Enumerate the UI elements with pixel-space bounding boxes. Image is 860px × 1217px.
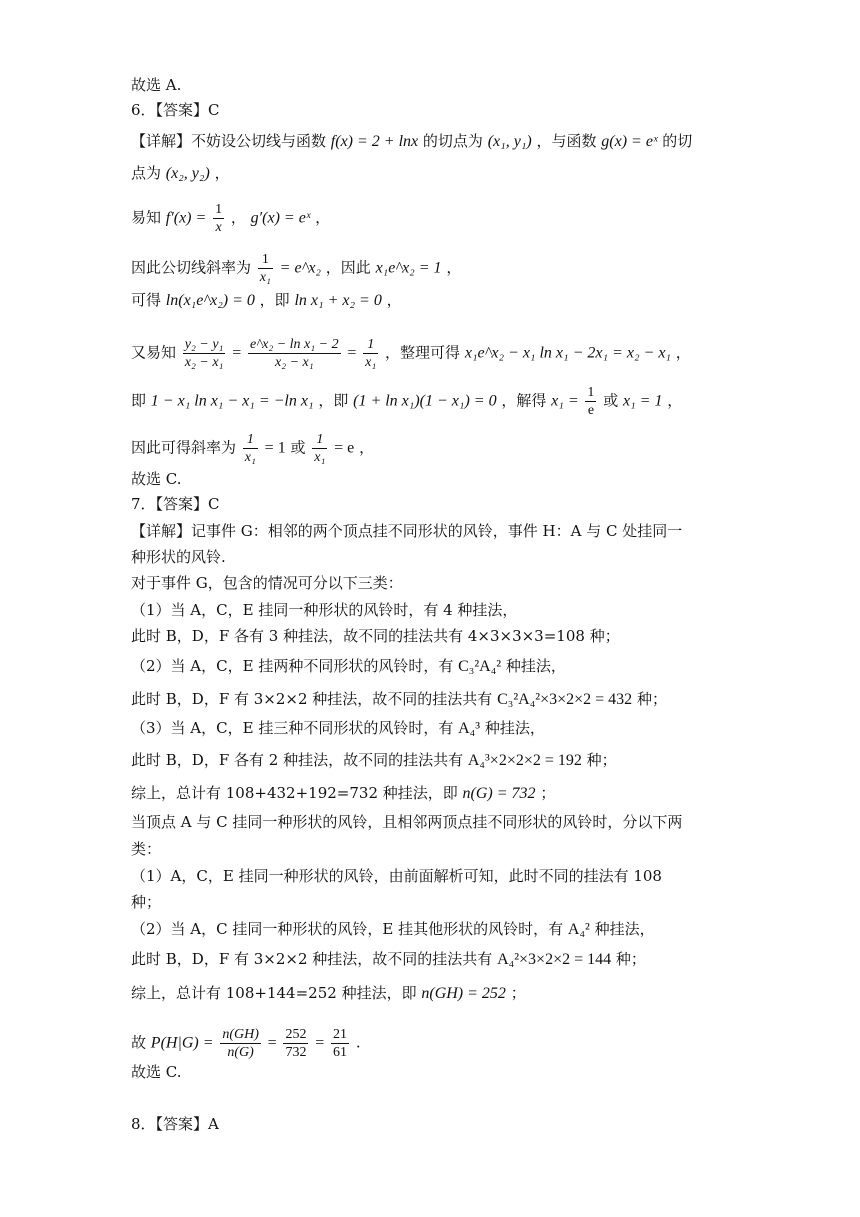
text-line: 当顶点 A 与 C 挂同一种形状的风铃，且相邻两顶点挂不同形状的风铃时，分以下两 [131,813,683,831]
fraction [243,431,258,466]
text: ， [214,164,230,182]
denominator: 61 [333,1045,348,1060]
text-line: 故选 C. [131,1063,182,1081]
math-expression: (x₁, y₁) [487,133,532,150]
text: 此时 B，D，F 有 3×2×2 种挂法，故不同的挂法共有 [131,690,493,708]
answer-heading-6: 6．【答案】C [131,101,220,119]
math-expression: A₄³ [458,720,481,737]
text-line [131,1026,361,1061]
text: 可得 [131,291,162,309]
numerator: e^x₂ − ln x₁ − 2 [250,337,339,352]
fraction [220,1026,261,1061]
text: ，整理可得 [385,343,461,362]
fraction [312,431,327,466]
text: . [355,1033,361,1052]
equals: = [315,1034,325,1052]
fraction [258,251,273,286]
math-expression: ln(x₁e^x₂) = 0 [165,292,255,309]
text: ， [230,208,246,227]
math-expression: x₁ = 1 [623,392,663,410]
fraction [283,1026,308,1061]
text: ， [386,291,402,309]
text-line: 此时 B，D，F 各有 3 种挂法，故不同的挂法共有 4×3×3×3=108 种； [131,627,620,645]
math-expression: (1 + ln x₁)(1 − x₁) = 0 [353,392,497,410]
text-line: 故选 C. [131,470,182,488]
text: 此时 B，D，F 有 3×2×2 种挂法，故不同的挂法共有 [131,950,493,968]
fraction [585,384,596,419]
math-expression: A₄² [567,921,590,938]
denominator: x₂ − x₁ [274,355,314,370]
text: ，即 [259,291,290,309]
numerator: 1 [243,431,258,449]
text: 此时 B，D，F 各有 2 种挂法，故不同的挂法共有 [131,751,464,769]
denominator: n(G) [227,1045,254,1060]
answer-heading-7: 7．【答案】C [131,495,220,513]
math-expression: C₃²A₄² [458,658,502,675]
text-line [131,201,330,236]
math-expression: A₄³×2×2×2 = 192 [467,752,582,769]
numerator: 1 [258,251,273,269]
math-expression: ln x₁ + x₂ = 0 [294,292,382,309]
text-line [131,336,691,371]
math-expression: x₁e^x₂ = 1 [375,259,442,277]
text: 综上，总计有 108+432+192=732 种挂法，即 [131,784,458,802]
text-line [131,718,545,739]
math-expression: n(GH) = 252 [421,985,506,1002]
text: 点为 [131,164,162,182]
text-line [131,949,646,970]
text-line [131,919,655,940]
numerator: 252 [285,1027,307,1042]
text-line: （1）A，C，E 挂同一种形状的风铃，由前面解析可知，此时不同的挂法有 108 [131,867,662,885]
text: （2）当 A，C 挂同一种形状的风铃，E 挂其他形状的风铃时，有 [131,920,564,938]
text: 故 [131,1033,147,1052]
text: ，与函数 [536,132,597,150]
text: ，即 [318,391,349,410]
text-line [131,431,374,466]
text: ，解得 [501,391,547,410]
text: （3）当 A，C，E 挂三种不同形状的风铃时，有 [131,719,454,737]
math-expression: = 1 [264,439,286,457]
fraction [331,1026,349,1061]
denominator: x₂ − x₁ [184,355,224,370]
fraction [248,336,341,371]
text-line: 类： [131,840,162,858]
math-expression: f(x) = 2 + lnx [330,133,419,150]
text: 种挂法， [505,657,566,675]
text-line [131,689,667,710]
equals: = [232,344,242,362]
answer-heading-8: 8．【答案】A [131,1115,219,1133]
math-expression: 1 − x₁ ln x₁ − x₁ = −ln x₁ [150,392,314,410]
text: 种； [636,690,667,708]
text: 易知 [131,208,162,227]
numerator: 1 [363,336,378,354]
math-expression: x₁e^x₂ − x₁ ln x₁ − 2x₁ = x₂ − x₁ [464,344,671,362]
fraction [213,201,224,236]
text: 种挂法， [484,719,545,737]
text: ； [510,984,526,1002]
text: 或 [603,391,619,410]
text-line: 种； [131,893,162,911]
text: ， [315,208,331,227]
math-expression: g′(x) = eˣ [250,209,311,227]
equals: = [267,1034,277,1052]
text: ， [675,343,691,362]
math-expression: n(G) = 732 [462,785,536,802]
denominator: 732 [285,1045,307,1060]
math-expression: (x₂, y₂) [165,165,210,182]
denominator: x₁ [244,450,256,465]
text-line: 【详解】记事件 G：相邻的两个顶点挂不同形状的风铃，事件 H：A 与 C 处挂同一 [131,522,683,540]
equals: = [347,344,357,362]
text: 又易知 [131,343,177,362]
text: 种； [615,950,646,968]
math-expression: A₄²×3×2×2 = 144 [497,951,612,968]
text: 因此可得斜率为 [131,438,237,457]
math-expression: f′(x) = [165,209,207,227]
math-expression: C₃²A₄²×3×2×2 = 432 [497,691,633,708]
text: 种挂法， [594,920,655,938]
denominator: x₁ [365,355,377,370]
numerator: n(GH) [222,1027,259,1042]
text-line: 故选 A. [131,76,182,94]
denominator: x₁ [314,450,326,465]
fraction [363,336,378,371]
text: 因此公切线斜率为 [131,258,252,277]
denominator: x₁ [259,270,271,285]
text: 综上，总计有 108+144=252 种挂法，即 [131,984,417,1002]
text: 或 [290,438,306,457]
numerator: 1 [587,385,595,400]
text: ， [667,391,683,410]
fraction [183,336,226,371]
math-expression: = e [334,439,355,457]
text: （2）当 A，C，E 挂两种不同形状的风铃时，有 [131,657,454,675]
denominator: e [587,403,595,418]
text: 的切点为 [422,132,483,150]
text-line: 对于事件 G，包含的情况可分以下三类： [131,574,403,592]
math-expression: x₁ = [551,392,579,410]
text: 种； [586,751,617,769]
text: ， [359,438,375,457]
numerator: 21 [333,1027,348,1042]
numerator: 1 [312,431,327,449]
text-line: （1）当 A，C，E 挂同一种形状的风铃时，有 4 种挂法， [131,601,518,619]
text-line [131,163,230,184]
text: ，因此 [325,258,371,277]
denominator: x [215,220,222,235]
text: 【详解】不妨设公切线与函数 [131,132,327,150]
text-line [131,131,692,152]
text-line [131,290,402,311]
text-line [131,656,566,677]
text-line [131,251,461,286]
text-line [131,983,526,1004]
text: 即 [131,391,147,410]
numerator: 1 [215,202,223,217]
text: ； [540,784,556,802]
numerator: y₂ − y₁ [184,337,224,352]
text: 的切 [662,132,693,150]
math-expression: = e^x₂ [279,259,321,277]
math-expression: g(x) = eˣ [601,133,658,150]
text: ， [446,258,462,277]
text-line [131,750,617,771]
text-line [131,384,682,419]
text-line: 种形状的风铃. [131,548,226,566]
text-line [131,783,555,804]
math-expression: P(H|G) = [150,1034,214,1052]
